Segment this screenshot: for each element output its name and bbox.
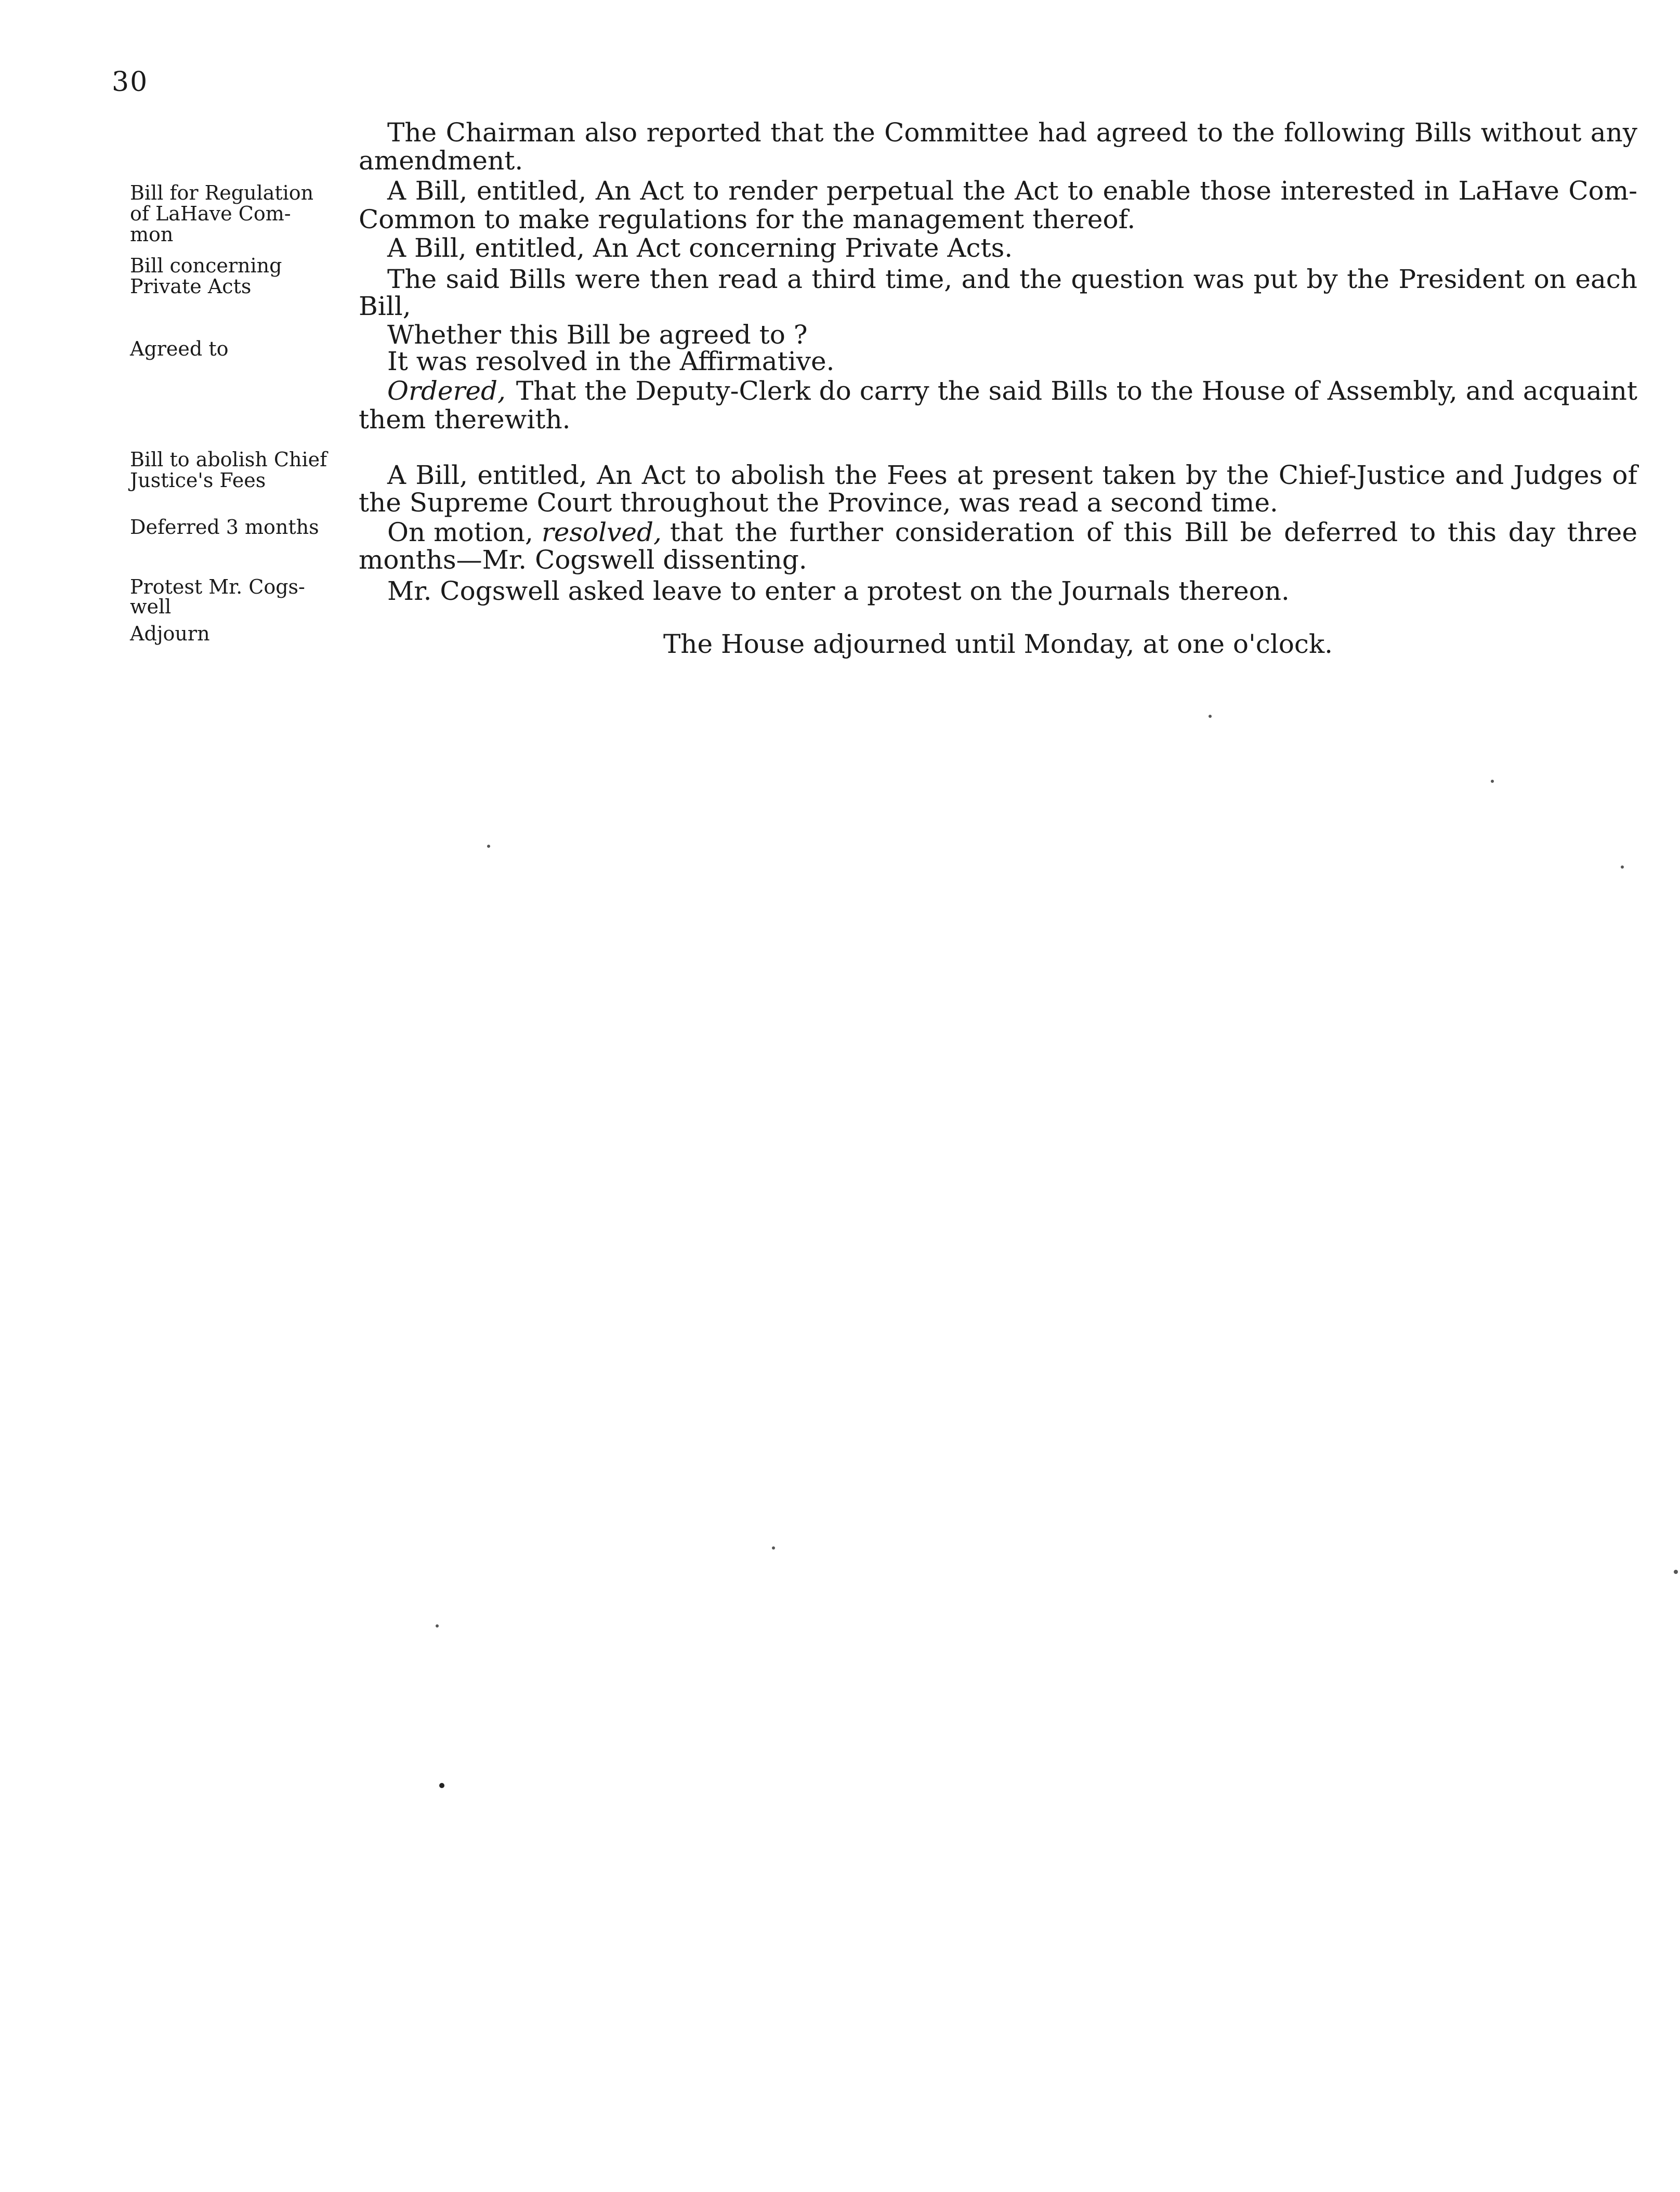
- margin-note-private-acts-2: Private Acts: [130, 275, 252, 298]
- motion-text: that the further consideration of this Bill be deferred to this day three: [670, 517, 1637, 547]
- speck: [1621, 865, 1624, 869]
- margin-note-bill-regulation-3: mon: [130, 223, 174, 246]
- resolved-word: resolved,: [541, 517, 662, 547]
- text-line-9: It was resolved in the Affirmative.: [387, 346, 835, 376]
- speck: [1209, 715, 1212, 718]
- text-line-7: Bill,: [359, 291, 411, 321]
- margin-note-agreed-to: Agreed to: [130, 337, 229, 360]
- text-line-3: A Bill, entitled, An Act to render perpetual the Act to enable those interested in LaHave Com-: [387, 176, 1637, 206]
- speck: [439, 1783, 444, 1788]
- margin-note-abolish-fees-1: Bill to abolish Chief: [130, 448, 327, 471]
- text-line-2: amendment.: [359, 146, 523, 176]
- text-line-8: Whether this Bill be agreed to ?: [387, 320, 808, 350]
- ordered-text: That the Deputy-Clerk do carry the said Bills to the House of Assembly, and acquaint: [516, 376, 1637, 406]
- text-line-12: A Bill, entitled, An Act to abolish the Fees at present taken by the Chief-Justice and Judges of: [387, 460, 1637, 490]
- margin-note-private-acts-1: Bill concerning: [130, 254, 282, 277]
- margin-note-abolish-fees-2: Justice's Fees: [130, 469, 266, 492]
- speck: [1491, 780, 1494, 783]
- ordered-word: Ordered,: [387, 376, 506, 406]
- page-number: 30: [112, 67, 149, 98]
- text-line-4: Common to make regulations for the management thereof.: [359, 204, 1136, 234]
- margin-note-deferred: Deferred 3 months: [130, 516, 319, 539]
- text-line-16: Mr. Cogswell asked leave to enter a protest on the Journals thereon.: [387, 576, 1290, 606]
- text-line-11: them therewith.: [359, 404, 571, 435]
- speck: [1674, 1570, 1678, 1574]
- margin-note-bill-regulation-2: of LaHave Com-: [130, 202, 291, 225]
- margin-note-adjourn: Adjourn: [130, 622, 210, 645]
- text-line-1: The Chairman also reported that the Committee had agreed to the following Bills without any: [387, 117, 1637, 148]
- text-line-5: A Bill, entitled, An Act concerning Private Acts.: [387, 233, 1013, 263]
- on-motion-text: On motion,: [387, 517, 533, 547]
- adjourn-line: The House adjourned until Monday, at one o'clock.: [663, 629, 1333, 659]
- text-line-15: months—Mr. Cogswell dissenting.: [359, 545, 807, 575]
- speck: [772, 1546, 775, 1550]
- speck: [436, 1624, 439, 1627]
- margin-note-protest-1: Protest Mr. Cogs-: [130, 575, 305, 598]
- text-line-10: [387, 377, 1637, 405]
- text-line-6: The said Bills were then read a third time, and the question was put by the President on each: [387, 264, 1637, 294]
- text-line-13: the Supreme Court throughout the Province, was read a second time.: [359, 488, 1278, 518]
- speck: [487, 845, 490, 848]
- margin-note-protest-2: well: [130, 595, 172, 618]
- text-line-14: [387, 518, 1637, 546]
- margin-note-bill-regulation-1: Bill for Regulation: [130, 181, 314, 204]
